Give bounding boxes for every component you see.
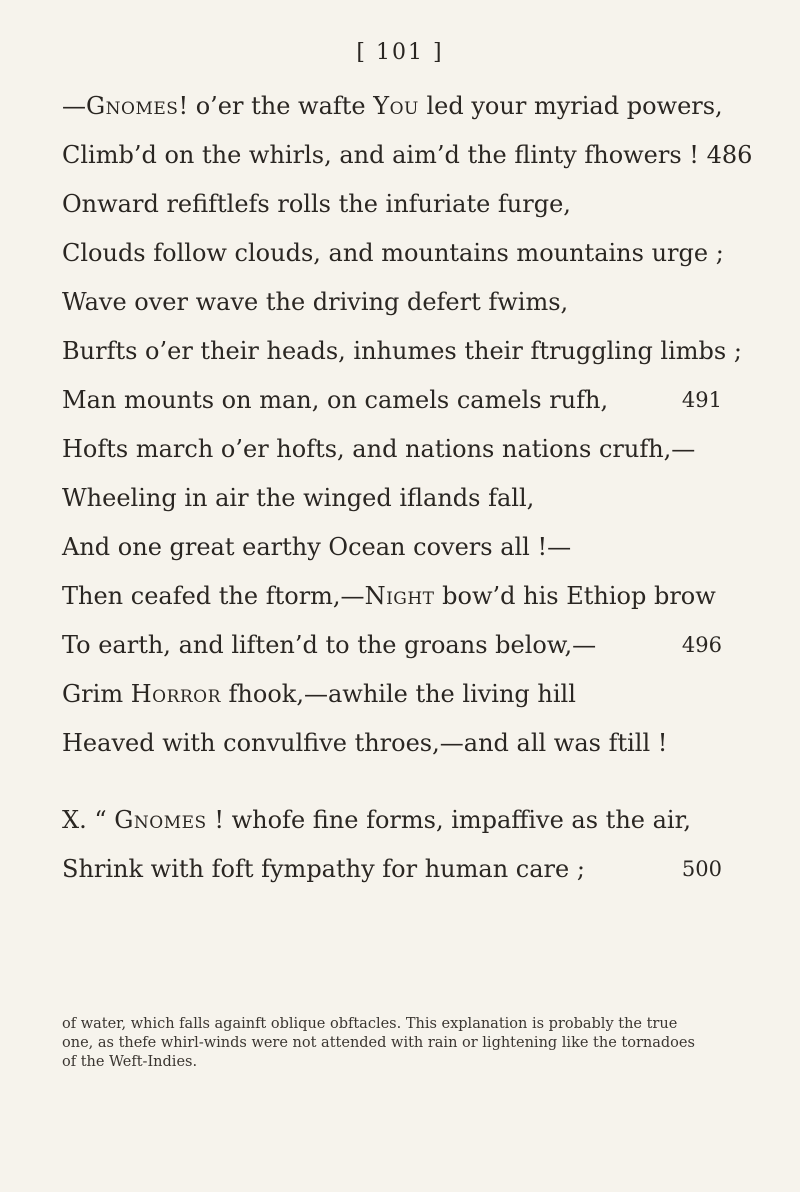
line-number: 491	[681, 388, 722, 412]
verse-line	[62, 135, 753, 175]
verse-segment: Grim	[62, 680, 131, 708]
verse-segment: Night	[364, 582, 435, 610]
verse-segment: Man mounts on man, on camels camels rufh,	[62, 386, 609, 414]
verse-segment: Onward refiftlefs rolls the infuriate furge,	[62, 190, 571, 218]
footnote-line: of water, which falls againft oblique obftacles. This explanation is probably the true	[62, 1016, 678, 1032]
verse-line	[62, 331, 742, 371]
verse-line	[62, 184, 722, 224]
verse-text	[62, 135, 752, 175]
verse-segment: Hofts march o’er hofts, and nations nations crufh,—	[62, 435, 696, 463]
verse-segment: ! o’er the wafte	[178, 92, 374, 120]
verse-text	[62, 86, 723, 126]
verse-line	[62, 527, 722, 567]
verse-text	[62, 233, 724, 273]
verse-text	[62, 331, 742, 371]
verse-line	[62, 674, 722, 714]
verse-line	[62, 576, 722, 616]
footnote-line: of the Weft-Indies.	[62, 1054, 198, 1070]
verse-line	[62, 429, 722, 469]
verse-line	[62, 625, 722, 665]
verse-segment: X. “	[62, 806, 115, 834]
verse-segment: Shrink with foft fympathy for human care ;	[62, 855, 585, 883]
verse-segment: Climb’d on the whirls, and aim’d the flinty fhowers ! 486	[62, 141, 753, 169]
page-number: [ 101 ]	[356, 40, 444, 65]
verse-segment: bow’d his Ethiop brow	[434, 582, 716, 610]
verse-segment: To earth, and liften’d to the groans below,—	[62, 631, 597, 659]
verse-segment: Clouds follow clouds, and mountains mountains urge ;	[62, 239, 724, 267]
verse-line	[62, 800, 722, 840]
verse-line	[62, 849, 722, 889]
verse-text	[62, 625, 596, 665]
verse-segment: And one great earthy Ocean covers all !—	[62, 533, 572, 561]
verse-segment: Then ceafed the ftorm,—	[62, 582, 365, 610]
verse-segment: ! whofe fine forms, impaffive as the air,	[206, 806, 692, 834]
verse-segment: Burfts o’er their heads, inhumes their ftruggling limbs ;	[62, 337, 742, 365]
line-number: 496	[681, 633, 722, 657]
verse-text	[62, 282, 568, 322]
verse-text	[62, 184, 571, 224]
verse-line	[62, 723, 722, 763]
line-number: 500	[681, 857, 722, 881]
verse-text	[62, 723, 667, 763]
footnote-line: one, as thefe whirl-winds were not attended with rain or lightening like the tornadoes	[62, 1035, 695, 1051]
verse-segment: Gnomes	[86, 92, 179, 120]
verse-text	[62, 380, 608, 420]
verse-text	[62, 674, 576, 714]
verse-segment: Gnomes	[114, 806, 207, 834]
verse-segment: You	[373, 92, 419, 120]
verse-text	[62, 527, 571, 567]
verse-segment: Wheeling in air the winged iflands fall,	[62, 484, 535, 512]
verse-line	[62, 478, 722, 518]
verse-line	[62, 86, 722, 126]
verse-line	[62, 282, 722, 322]
footnote	[62, 1015, 772, 1072]
verse-segment: led your myriad powers,	[418, 92, 723, 120]
verse-text	[62, 849, 585, 889]
verse-text	[62, 478, 534, 518]
verse-segment: —	[62, 92, 86, 120]
verse-segment: Horror	[130, 680, 221, 708]
verse-text	[62, 429, 695, 469]
verse-text	[62, 576, 716, 616]
verse-segment: fhook,—awhile the living hill	[220, 680, 576, 708]
verse-text	[62, 800, 691, 840]
verse-line	[62, 233, 722, 273]
verse-line	[62, 380, 722, 420]
verse-segment: Heaved with convulfive throes,—and all was ftill !	[62, 729, 668, 757]
verse-segment: Wave over wave the driving defert fwims,	[62, 288, 569, 316]
